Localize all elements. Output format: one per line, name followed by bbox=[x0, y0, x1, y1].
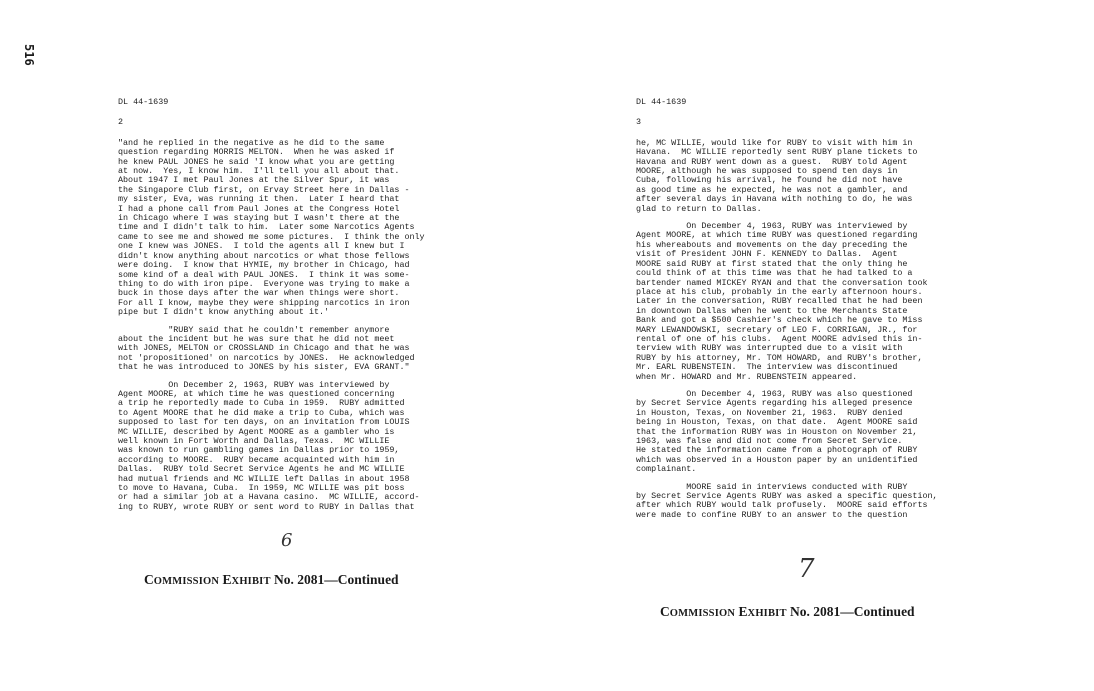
left-paragraph: "RUBY said that he couldn't remember anymore about the incident but he was sure that he did not meet with JONES, MELTON or CROSSLAND in Chicago and that he was not 'propositioned' on narcotics by JONES. He acknowledged that he was introduced to JONES by his sister, EVA GRANT." bbox=[118, 324, 415, 373]
page-number: 516 bbox=[22, 44, 36, 66]
left-caption-cap1: C bbox=[144, 572, 154, 587]
right-caption-word1: OMMISSION bbox=[669, 608, 736, 619]
left-caption-word2: XHIBIT bbox=[231, 576, 271, 587]
left-file-number: DL 44-1639 bbox=[118, 97, 169, 107]
right-paragraph: On December 4, 1963, RUBY was also questioned by Secret Service Agents regarding his alleged presence in Houston, Texas, on November 21, 1963. RUBY denied being in Houston, Texas, on that date. Agent MOORE said that the information RUBY was in Houston on November 21, 1963, was false and did not come from Secret Service. He stated the information came from a photograph of RUBY which was observed in a Houston paper by an unidentified complainant. bbox=[636, 388, 918, 475]
right-caption-rest: No. 2081—Continued bbox=[786, 604, 915, 619]
right-caption-word2: XHIBIT bbox=[747, 608, 787, 619]
right-file-number: DL 44-1639 bbox=[636, 97, 687, 107]
left-exhibit-caption bbox=[144, 572, 399, 588]
left-paragraph: On December 2, 1963, RUBY was interviewed by Agent MOORE, at which time he was questioned concerning a trip he reportedly made to Cuba in 1959. RUBY admitted to Agent MOORE that he did make a trip to Cuba, which was supposed to last for ten days, on an invitation from LOUIS MC WILLIE, described by Agent MOORE as a gambler who is well known in Fort Worth and Dallas, Texas. MC WILLIE was known to run gambling games in Dallas prior to 1959, according to MOORE. RUBY became acquainted with him in Dallas. RUBY told Secret Service Agents he and MC WILLIE had mutual friends and MC WILLIE left Dallas in about 1958 to move to Havana, Cuba. In 1959, MC WILLIE was pit boss or had a similar job at a Havana casino. MC WILLIE, accord- ing to RUBY, wrote RUBY or sent word to RUBY in Dallas that bbox=[118, 379, 420, 512]
right-page-text bbox=[636, 98, 958, 528]
right-paragraph: he, MC WILLIE, would like for RUBY to visit with him in Havana. MC WILLIE reportedly sent RUBY plane tickets to Havana and RUBY went down as a guest. RUBY told Agent MOORE, although he was supposed to spend ten days in Cuba, following his arrival, he found he did not have as good time as he expected, he was not a gambler, and after several days in Havana with nothing to do, he was glad to return to Dallas. bbox=[636, 137, 918, 214]
right-caption-cap2: E bbox=[738, 604, 748, 619]
left-paragraph: "and he replied in the negative as he did to the same question regarding MORRIS MELTON. When he was asked if he knew PAUL JONES he said 'I know what you are getting at now. Yes, I know him. I'll tell you all about that. About 1947 I met Paul Jones at the Silver Spur, it was the Singapore Club first, on Ervay Street here in Dallas - my sister, Eva, was running it then. Later I heard that I had a phone call from Paul Jones at the Congress Hotel in Chicago where I was staying but I wasn't there at the time and I didn't talk to him. Later some Narcotics Agents came to see me and showed me some pictures. I think the only one I knew was JONES. I told the agents all I knew but I didn't know anything about narcotics or what those fellows were doing. I know that HYMIE, my brother in Chicago, had some kind of a deal with PAUL JONES. I think it was some- thing to do with iron pipe. Everyone was trying to make a buck in those days after the war when things were short. For all I know, maybe they were shipping narcotics in iron pipe but I didn't know anything about it.' bbox=[118, 137, 425, 318]
left-caption-cap2: E bbox=[222, 572, 232, 587]
right-handwritten-initial: 7 bbox=[798, 554, 815, 584]
left-page-text bbox=[118, 98, 470, 520]
right-caption-cap1: C bbox=[660, 604, 670, 619]
right-paragraph: MOORE said in interviews conducted with RUBY by Secret Service Agents RUBY was asked a specific question, after which RUBY would talk profusely. MOORE said efforts were made to confine RUBY to an answer to the question bbox=[636, 481, 938, 520]
right-exhibit-caption bbox=[660, 604, 915, 620]
right-paragraph: On December 4, 1963, RUBY was interviewed by Agent MOORE, at which time RUBY was questioned regarding his whereabouts and movements on the day preceding the visit of President JOHN F. KENNEDY to Dallas. Agent MOORE said RUBY at first stated that the only thing he could think of at this time was that he had talked to a bartender named MICKEY RYAN and that the conversation took place at his club, probably in the early afternoon hours. Later in the conversation, RUBY recalled that he had been in downtown Dallas when he went to the Merchants State Bank and got a $500 Cashier's check which he gave to Miss MARY LEWANDOWSKI, secretary of LEO F. CORRIGAN, JR., for rental of one of his clubs. Agent MOORE advised this in- terview with RUBY was interrupted due to a visit with RUBY by his attorney, Mr. TOM HOWARD, and RUBY's brother, Mr. EARL RUBENSTEIN. The interview was discontinued when Mr. HOWARD and Mr. RUBENSTEIN appeared. bbox=[636, 221, 928, 382]
left-caption-rest: No. 2081—Continued bbox=[270, 572, 399, 587]
left-sheet-number: 2 bbox=[118, 117, 124, 128]
left-handwritten-initial: 6 bbox=[281, 530, 293, 551]
left-caption-word1: OMMISSION bbox=[153, 576, 220, 587]
right-sheet-number: 3 bbox=[636, 117, 642, 128]
